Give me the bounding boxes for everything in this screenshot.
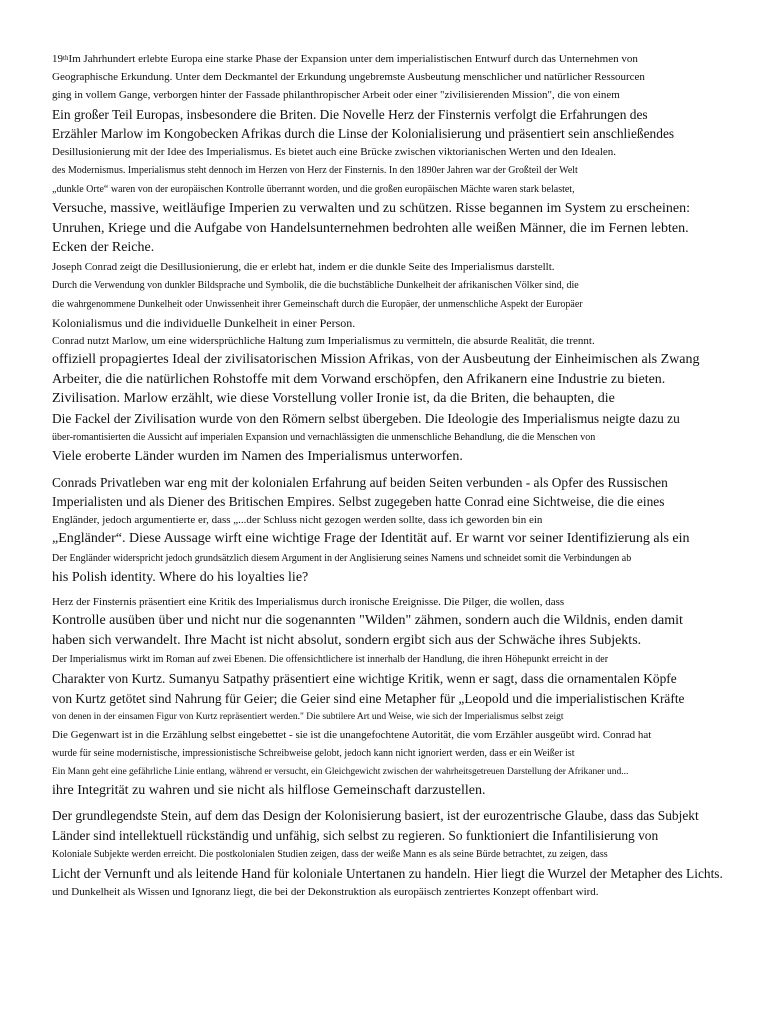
text-line: his Polish identity. Where do his loyalties lie? — [52, 569, 309, 585]
century-number: 19 — [52, 53, 63, 65]
text-line: Der Imperialismus wirkt im Roman auf zwei Ebenen. Die offensichtlichere ist innerhalb der Handlung, die ihren Höhepunkt erreicht in der — [52, 654, 609, 666]
text-line: Koloniale Subjekte werden erreicht. Die postkolonialen Studien zeigen, dass der weiße Mann es als seine Bürde betrachtet, zu zeigen, dass — [52, 848, 608, 860]
text-line: und Dunkelheit als Wissen und Ignoranz liegt, die bei der Dekonstruktion als europäisch zentriertes Konzept offenbart wird. — [52, 886, 599, 899]
text-line: von denen in der einsamen Figur von Kurtz repräsentiert werden." Die subtilere Art und Weise, wie sich der Imperialismus selbst zeigt — [52, 711, 564, 722]
document-page — [52, 50, 742, 901]
text-line: Licht der Vernunft und als leitende Hand für koloniale Untertanen zu handeln. Hier liegt die Wurzel der Metapher des Lichts. — [52, 865, 723, 881]
text-line: Geographische Erkundung. Unter dem Deckmantel der Erkundung ungebremste Ausbeutung menschlicher und natürlicher Ressourcen — [52, 71, 645, 84]
text-line: Die Fackel der Zivilisation wurde von den Römern selbst übergeben. Die Ideologie des Imperialismus neigte dazu zu — [52, 410, 680, 426]
text-line: wurde für seine modernistische, impressionistische Schreibweise gelobt, jedoch kann nicht ignoriert werden, dass er ein Weißer ist — [52, 747, 575, 759]
text-line: des Modernismus. Imperialismus steht dennoch im Herzen von Herz der Finsternis. In den 1890er Jahren war der Großteil der Welt — [52, 165, 578, 177]
text-line: Die Gegenwart ist in die Erzählung selbst eingebettet - sie ist die unangefochtene Autorität, die vom Erzähler ausgeübt wird. Conrad hat — [52, 728, 652, 741]
text-line: Erzähler Marlow im Kongobecken Afrikas durch die Linse der Kolonialisierung und präsentiert sein anschließendes — [52, 125, 675, 141]
text-line: haben sich verwandelt. Ihre Macht ist nicht absolut, sondern ergibt sich aus der Schwäche ihres Subjekts. — [52, 632, 642, 648]
text-line: Der grundlegendste Stein, auf dem das Design der Kolonisierung basiert, ist der eurozentrische Glaube, dass das Subjekt — [52, 808, 699, 824]
text-line: Der Engländer widerspricht jedoch grundsätzlich diesem Argument in der Anglisierung seines Namens und schneidet somit die Verbindungen ab — [52, 552, 632, 564]
paragraph-2 — [52, 473, 742, 588]
text-line: die wahrgenommene Dunkelheit oder Unwissenheit ihrer Gemeinschaft durch die Europäer, der unmenschliche Aspekt der Europäer — [52, 298, 583, 310]
text-line: Zivilisation. Marlow erzählt, wie diese Vorstellung voller Ironie ist, da die Briten, die behaupten, die — [52, 391, 615, 407]
text-line: Unruhen, Kriege und die Aufgabe von Handelsunternehmen bedrohten alle weißen Männer, die im Fernen lebten. — [52, 220, 689, 236]
text-line: Arbeiter, die die natürlichen Rohstoffe mit dem Vorwand erschöpfen, den Afrikanern eine Industrie zu bieten. — [52, 371, 666, 387]
text-line: Conrad nutzt Marlow, um eine widersprüchliche Haltung zum Imperialismus zu vermitteln, die absurde Realität, die trennt. — [52, 335, 595, 348]
ordinal-superscript: th — [63, 54, 69, 62]
text-line: Desillusionierung mit der Idee des Imperialismus. Es bietet auch eine Brücke zwischen viktorianischen Werten und den Idealen. — [52, 146, 617, 159]
text-line: offiziell propagiertes Ideal der zivilisatorischen Mission Afrikas, von der Ausbeutung der Einheimischen als Zwang — [52, 352, 700, 368]
text-line: Durch die Verwendung von dunkler Bildsprache und Symbolik, die die buchstäbliche Dunkelheit der afrikanischen Völker sind, die — [52, 279, 579, 291]
text-line: Kolonialismus und die individuelle Dunkelheit in einer Person. — [52, 315, 356, 330]
text-line: über-romantisierten die Aussicht auf imperialen Expansion und vernachlässigten die unmenschliche Behandlung, die die Menschen von — [52, 432, 596, 444]
text-line: Kontrolle ausüben über und nicht nur die sogenannten "Wilden" zähmen, sondern auch die Wildnis, enden damit — [52, 613, 683, 629]
text-line: ihre Integrität zu wahren und sie nicht als hilflose Gemeinschaft darzustellen. — [52, 782, 486, 798]
text-line: Versuche, massive, weitläufige Imperien zu verwalten und zu schützen. Risse begannen im System zu erscheinen: — [52, 201, 690, 217]
paragraph-4 — [52, 806, 742, 901]
text-line: Engländer, jedoch argumentierte er, dass „...der Schluss nicht gezogen werden sollte, dass ich geworden bin ein — [52, 513, 543, 526]
text-line: von Kurtz getötet sind Nahrung für Geier; die Geier sind eine Metapher für „Leopold und die imperialistischen Kräfte — [52, 690, 685, 706]
text-line: Conrads Privatleben war eng mit der kolonialen Erfahrung auf beiden Seiten verbunden - als Opfer des Russischen — [52, 474, 668, 490]
text-line: Ein großer Teil Europas, insbesondere die Briten. Die Novelle Herz der Finsternis verfolgt die Erfahrungen des — [52, 106, 648, 122]
text-line: Viele eroberte Länder wurden im Namen des Imperialismus unterworfen. — [52, 449, 463, 465]
text-line: Herz der Finsternis präsentiert eine Kritik des Imperialismus durch ironische Ereignisse. Die Pilger, die wollen, dass — [52, 596, 565, 609]
text-line: Charakter von Kurtz. Sumanyu Satpathy präsentiert eine wichtige Kritik, wenn er sagt, dass die ornamentalen Köpfe — [52, 671, 677, 687]
text-line: „Engländer“. Diese Aussage wirft eine wichtige Frage der Identität auf. Er warnt vor seiner Identifizierung als ein — [52, 531, 690, 547]
text-line: Imperialisten und als Diener des Britischen Empires. Selbst zugegeben hatte Conrad eine Sichtweise, die die eines — [52, 493, 665, 509]
text-line: 19thIm Jahrhundert erlebte Europa eine starke Phase der Expansion unter dem imperialistischen Entwurf durch das Unternehmen von — [52, 53, 638, 65]
text-line: Joseph Conrad zeigt die Desillusionierung, die er erlebt hat, indem er die dunkle Seite des Imperialismus darstellt. — [52, 260, 555, 273]
text-line: Ecken der Reiche. — [52, 240, 155, 256]
text-line: „dunkle Orte“ waren von der europäischen Kontrolle überrannt worden, und die großen europäischen Mächte waren stark belastet, — [52, 184, 575, 196]
text-line: Länder sind intellektuell rückständig und unfähig, sich selbst zu regieren. So funktioniert die Infantilisierung von — [52, 827, 659, 843]
text-line: Ein Mann geht eine gefährliche Linie entlang, während er versucht, ein Gleichgewicht zwischen der wahrheitsgetreuen Darstellung der Afrikaner und... — [52, 766, 629, 777]
paragraph-3 — [52, 593, 742, 800]
text-line: ging in vollem Gange, verborgen hinter der Fassade philanthropischer Arbeit oder einer "zivilisierenden Mission", die von einem — [52, 89, 620, 102]
paragraph-1 — [52, 50, 742, 467]
